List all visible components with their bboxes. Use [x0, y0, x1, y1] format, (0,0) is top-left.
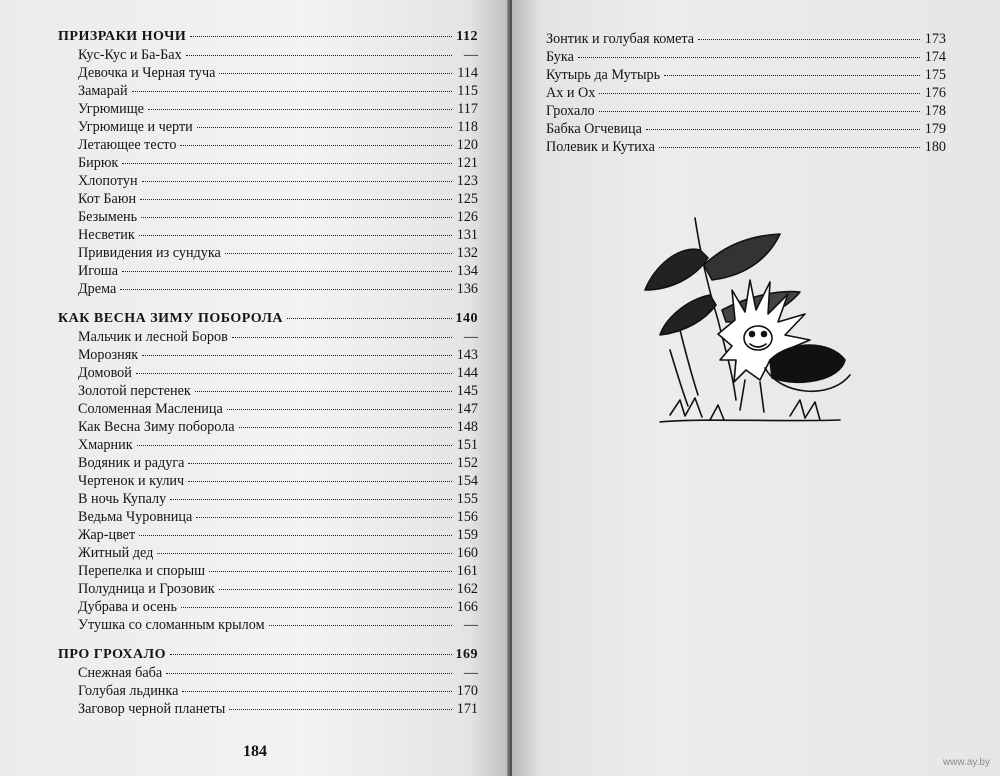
entry-page-number: 162 [456, 581, 478, 597]
entry-title: Угрюмище [78, 101, 144, 117]
table-of-contents-right [546, 30, 946, 156]
entry-page-number: 173 [924, 31, 946, 47]
toc-entry [58, 580, 478, 598]
section-heading [58, 646, 478, 664]
toc-entry [58, 700, 478, 718]
dot-leader [269, 625, 452, 626]
entry-title: Безымень [78, 209, 138, 225]
toc-entry [58, 136, 478, 154]
dot-leader [188, 481, 452, 482]
entry-title: ПРО ГРОХАЛО [58, 647, 166, 662]
dot-leader [227, 409, 452, 410]
toc-entry [546, 48, 946, 66]
toc-entry [58, 100, 478, 118]
hedgehog-creature-icon [640, 210, 860, 440]
entry-title: Девочка и Черная туча [78, 65, 216, 81]
toc-entry [58, 364, 478, 382]
entry-page-number: 169 [455, 647, 478, 662]
entry-title: Заговор черной планеты [78, 701, 226, 717]
toc-entry [58, 64, 478, 82]
dot-leader [139, 535, 452, 536]
dot-leader [120, 289, 452, 290]
dot-leader [219, 73, 452, 74]
toc-entry [58, 118, 478, 136]
entry-title: Бабка Огчевица [546, 121, 642, 137]
entry-page-number: 166 [456, 599, 478, 615]
entry-title: Житный дед [78, 545, 154, 561]
toc-section [58, 646, 478, 718]
toc-entry [546, 138, 946, 156]
entry-page-number: 115 [457, 83, 478, 99]
entry-page-number: 156 [456, 509, 478, 525]
entry-page-number: 170 [456, 683, 478, 699]
toc-section [58, 310, 478, 634]
entry-page-number: 144 [456, 365, 478, 381]
entry-title: Мальчик и лесной Боров [78, 329, 228, 345]
toc-entry [546, 120, 946, 138]
dot-leader [182, 691, 452, 692]
entry-title: Как Весна Зиму поборола [78, 419, 235, 435]
dot-leader [190, 36, 452, 37]
dot-leader [137, 445, 452, 446]
entry-page-number: 123 [456, 173, 478, 189]
entry-page-number: 148 [456, 419, 478, 435]
dot-leader [122, 271, 452, 272]
toc-entry [58, 46, 478, 64]
dot-leader [659, 147, 920, 148]
entry-title: Чертенок и кулич [78, 473, 185, 489]
entry-page-number: 143 [456, 347, 478, 363]
entry-title: Ах и Ох [546, 85, 596, 101]
entry-title: Перепелка и спорыш [78, 563, 206, 579]
dot-leader [139, 235, 452, 236]
entry-page-number: 175 [924, 67, 946, 83]
entry-page-number: 147 [456, 401, 478, 417]
dot-leader [196, 517, 452, 518]
entry-page-number: 161 [456, 563, 478, 579]
entry-title: Дрема [78, 281, 117, 297]
toc-entry [58, 490, 478, 508]
entry-title: Дубрава и осень [78, 599, 177, 615]
dot-leader [195, 391, 452, 392]
toc-entry [58, 454, 478, 472]
entry-page-number: 114 [457, 65, 478, 81]
toc-entry [58, 82, 478, 100]
toc-entry [58, 472, 478, 490]
toc-entry [58, 508, 478, 526]
entry-page-number: 159 [456, 527, 478, 543]
entry-title: Угрюмище и черти [78, 119, 193, 135]
entry-title: Голубая льдинка [78, 683, 179, 699]
entry-title: Полудница и Грозовик [78, 581, 215, 597]
entry-title: Бирюк [78, 155, 119, 171]
toc-entry [58, 280, 478, 298]
toc-entry [58, 346, 478, 364]
toc-entry [58, 382, 478, 400]
toc-entry [58, 664, 478, 682]
dot-leader [157, 553, 452, 554]
dot-leader [578, 57, 920, 58]
entry-page-number: 136 [456, 281, 478, 297]
entry-title: Кутырь да Мутырь [546, 67, 661, 83]
entry-title: В ночь Купалу [78, 491, 167, 507]
dot-leader [142, 355, 452, 356]
dot-leader [646, 129, 920, 130]
toc-entry [58, 226, 478, 244]
section-heading [58, 310, 478, 328]
dot-leader [664, 75, 920, 76]
dot-leader [136, 373, 452, 374]
entry-title: Утушка со сломанным крылом [78, 617, 265, 633]
entry-page-number: 178 [924, 103, 946, 119]
toc-entry [58, 682, 478, 700]
toc-entry [58, 436, 478, 454]
table-of-contents-left [58, 28, 478, 718]
dot-leader [140, 199, 452, 200]
dot-leader [142, 181, 452, 182]
entry-title: Кот Баюн [78, 191, 137, 207]
entry-title: Золотой перстенек [78, 383, 191, 399]
toc-entry [58, 526, 478, 544]
dot-leader [232, 337, 452, 338]
dot-leader [219, 589, 452, 590]
entry-page-number: 126 [456, 209, 478, 225]
entry-page-number: 117 [457, 101, 478, 117]
toc-entry [58, 328, 478, 346]
entry-title: Морозняк [78, 347, 139, 363]
entry-title: КАК ВЕСНА ЗИМУ ПОБОРОЛА [58, 311, 283, 326]
entry-page-number: 176 [924, 85, 946, 101]
entry-page-number: 120 [456, 137, 478, 153]
toc-entry [58, 418, 478, 436]
entry-page-number: 152 [456, 455, 478, 471]
toc-entry [546, 102, 946, 120]
entry-title: Зонтик и голубая комета [546, 31, 695, 47]
dot-leader [170, 499, 452, 500]
entry-page-number: 174 [924, 49, 946, 65]
toc-section [58, 28, 478, 298]
entry-page-number: 171 [456, 701, 478, 717]
dot-leader [599, 93, 920, 94]
entry-title: Грохало [546, 103, 595, 119]
entry-title: Хлопотун [78, 173, 138, 189]
entry-page-number: 154 [456, 473, 478, 489]
entry-page-number: 160 [456, 545, 478, 561]
entry-title: ПРИЗРАКИ НОЧИ [58, 29, 187, 44]
entry-title: Замарай [78, 83, 128, 99]
entry-page-number: 112 [456, 29, 478, 44]
dot-leader [209, 571, 452, 572]
entry-title: Летающее тесто [78, 137, 177, 153]
entry-title: Кус-Кус и Ба-Бах [78, 47, 182, 63]
toc-entry [58, 544, 478, 562]
section-heading [58, 28, 478, 46]
page-number: 184 [243, 743, 267, 760]
entry-page-number: 151 [456, 437, 478, 453]
entry-page-number: — [463, 329, 478, 345]
entry-page-number: 118 [457, 119, 478, 135]
entry-page-number: 155 [456, 491, 478, 507]
dot-leader [188, 463, 452, 464]
entry-title: Хмарник [78, 437, 133, 453]
entry-title: Водяник и радуга [78, 455, 185, 471]
dot-leader [141, 217, 452, 218]
entry-title: Жар-цвет [78, 527, 136, 543]
dot-leader [287, 318, 452, 319]
entry-title: Ведьма Чуровница [78, 509, 193, 525]
entry-page-number: 132 [456, 245, 478, 261]
toc-entry [58, 262, 478, 280]
entry-page-number: — [463, 665, 478, 681]
toc-entry [546, 84, 946, 102]
dot-leader [181, 607, 452, 608]
toc-entry [58, 172, 478, 190]
entry-page-number: 131 [456, 227, 478, 243]
toc-entry [546, 30, 946, 48]
toc-entry [58, 190, 478, 208]
entry-title: Игоша [78, 263, 119, 279]
toc-entry [58, 598, 478, 616]
entry-page-number: 121 [456, 155, 478, 171]
dot-leader [239, 427, 452, 428]
entry-title: Соломенная Масленица [78, 401, 223, 417]
entry-page-number: 134 [456, 263, 478, 279]
entry-page-number: 180 [924, 139, 946, 155]
dot-leader [698, 39, 920, 40]
toc-entry [58, 562, 478, 580]
dot-leader [229, 709, 452, 710]
dot-leader [148, 109, 452, 110]
toc-entry [58, 616, 478, 634]
entry-page-number: 140 [455, 311, 478, 326]
toc-entry [58, 154, 478, 172]
dot-leader [599, 111, 920, 112]
entry-title: Снежная баба [78, 665, 163, 681]
watermark: www.ay.by [942, 757, 990, 768]
entry-page-number: — [463, 47, 478, 63]
entry-page-number: 179 [924, 121, 946, 137]
dot-leader [122, 163, 452, 164]
dot-leader [197, 127, 452, 128]
entry-title: Несветик [78, 227, 135, 243]
dot-leader [166, 673, 452, 674]
entry-title: Привидения из сундука [78, 245, 221, 261]
entry-page-number: 125 [456, 191, 478, 207]
dot-leader [132, 91, 452, 92]
entry-title: Домовой [78, 365, 132, 381]
dot-leader [180, 145, 452, 146]
toc-entry [58, 208, 478, 226]
entry-title: Бука [546, 49, 574, 65]
toc-entry [58, 400, 478, 418]
dot-leader [186, 55, 452, 56]
toc-entry [58, 244, 478, 262]
entry-page-number: 145 [456, 383, 478, 399]
dot-leader [170, 654, 452, 655]
entry-title: Полевик и Кутиха [546, 139, 655, 155]
entry-page-number: — [463, 617, 478, 633]
dot-leader [225, 253, 452, 254]
toc-entry [546, 66, 946, 84]
